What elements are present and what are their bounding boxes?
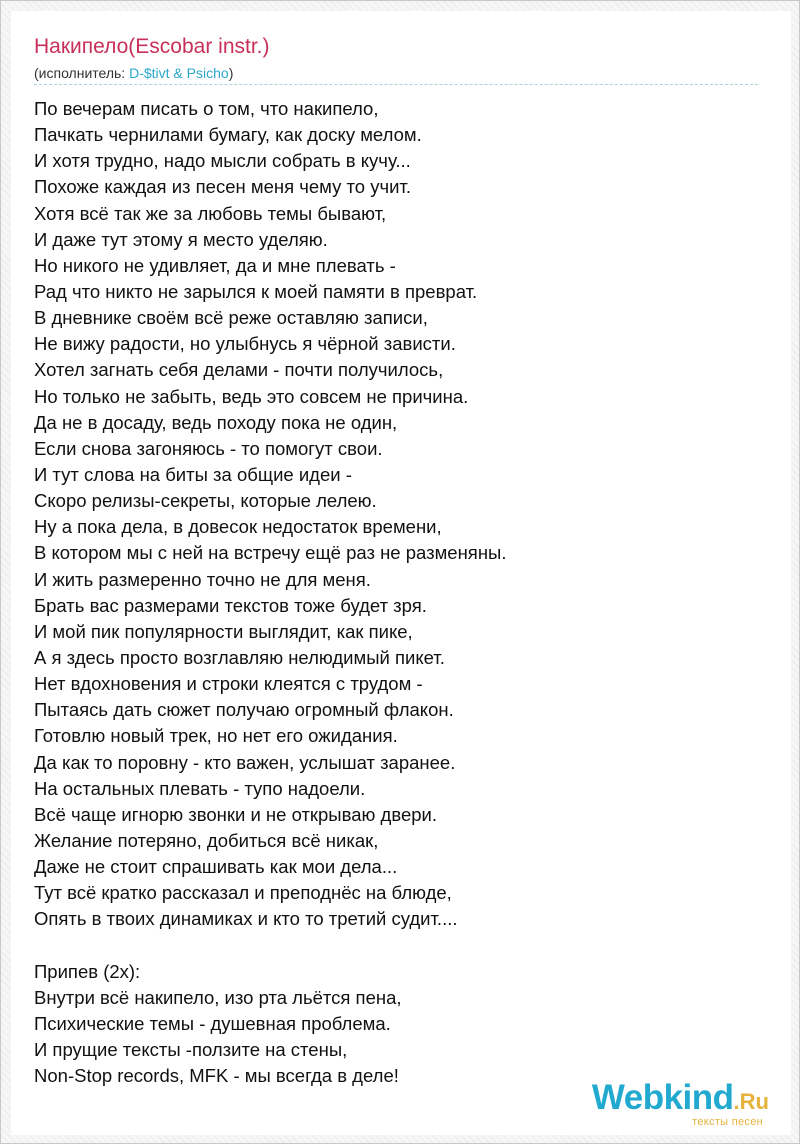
lyrics-line: Но только не забыть, ведь это совсем не причина. <box>34 385 469 407</box>
lyrics-line: Хотел загнать себя делами - почти получилось, <box>34 359 444 381</box>
lyrics-line: Хотя всё так же за любовь темы бывают, <box>34 202 387 224</box>
lyrics-blank-line <box>34 933 754 959</box>
lyrics-line: Похоже каждая из песен меня чему то учит. <box>34 176 411 198</box>
lyrics-line: Психические темы - душевная проблема. <box>34 1012 391 1034</box>
logo-brand: Webkind <box>591 1078 734 1117</box>
title-divider <box>34 84 758 85</box>
lyrics-line: Да не в досаду, ведь походу пока не один, <box>34 411 398 433</box>
logo-wordmark <box>592 1079 769 1121</box>
lyrics-line: По вечерам писать о том, что накипело, <box>34 98 379 119</box>
lyrics-line: Внутри всё накипело, изо рта льётся пена, <box>34 986 402 1008</box>
lyrics-line: Желание потеряно, добиться всё никак, <box>34 829 379 851</box>
song-title: Накипело(Escobar instr.) <box>34 35 270 58</box>
artist-suffix: ) <box>228 65 234 81</box>
artist-link[interactable]: D-$tivt & Psicho <box>129 65 229 81</box>
lyrics-line: Припев (2х): <box>34 960 141 982</box>
lyrics-line: А я здесь просто возглавляю нелюдимый пикет. <box>34 646 445 668</box>
lyrics-line: Всё чаще игнорю звонки и не открываю двери. <box>34 803 437 825</box>
lyrics-line: И мой пик популярности выглядит, как пике, <box>34 620 413 642</box>
lyrics-line: Non-Stop records, MFK - мы всегда в деле! <box>34 1065 399 1087</box>
artist-line <box>34 64 233 82</box>
lyrics-line: Не вижу радости, но улыбнусь я чёрной зависти. <box>34 333 456 355</box>
lyrics-line: Если снова загоняюсь - то помогут свои. <box>34 437 383 459</box>
lyrics-line: Готовлю новый трек, но нет его ожидания. <box>34 725 398 747</box>
lyrics-line: На остальных плевать - тупо надоели. <box>34 777 366 799</box>
lyrics-line: Пытаясь дать сюжет получаю огромный флакон. <box>34 699 454 721</box>
lyrics-line: В котором мы с ней на встречу ещё раз не разменяны. <box>34 542 507 564</box>
lyrics-text <box>34 96 754 1089</box>
lyrics-line: И прущие тексты -ползите на стены, <box>34 1039 348 1061</box>
site-logo[interactable] <box>592 1079 769 1127</box>
lyrics-line: Пачкать чернилами бумагу, как доску мелом. <box>34 124 422 146</box>
lyrics-line: И хотя трудно, надо мысли собрать в кучу... <box>34 150 411 172</box>
lyrics-line: Даже не стоит спрашивать как мои дела... <box>34 856 398 878</box>
lyrics-line: Скоро релизы-секреты, которые лелею. <box>34 490 377 512</box>
lyrics-line: Рад что никто не зарылся к моей памяти в преврат. <box>34 280 478 302</box>
lyrics-line: Но никого не удивляет, да и мне плевать - <box>34 254 396 276</box>
lyrics-line: И даже тут этому я место уделяю. <box>34 228 328 250</box>
lyrics-line: Ну а пока дела, в довесок недостаток времени, <box>34 516 442 538</box>
lyrics-line: Тут всё кратко рассказал и преподнёс на блюде, <box>34 882 452 904</box>
lyrics-line: В дневнике своём всё реже оставляю записи, <box>34 307 428 329</box>
lyrics-line: И тут слова на биты за общие идеи - <box>34 463 352 485</box>
lyrics-line: Опять в твоих динамиках и кто то третий судит.... <box>34 908 458 930</box>
lyrics-line: И жить размеренно точно не для меня. <box>34 568 371 590</box>
artist-prefix: (исполнитель: <box>34 65 130 81</box>
logo-tld: .Ru <box>733 1089 769 1114</box>
lyrics-line: Нет вдохновения и строки клеятся с трудом - <box>34 673 423 695</box>
lyrics-line: Да как то поровну - кто важен, услышат заранее. <box>34 751 456 773</box>
lyrics-line: Брать вас размерами текстов тоже будет зря. <box>34 594 427 616</box>
logo-tagline: тексты песен <box>692 1116 763 1128</box>
